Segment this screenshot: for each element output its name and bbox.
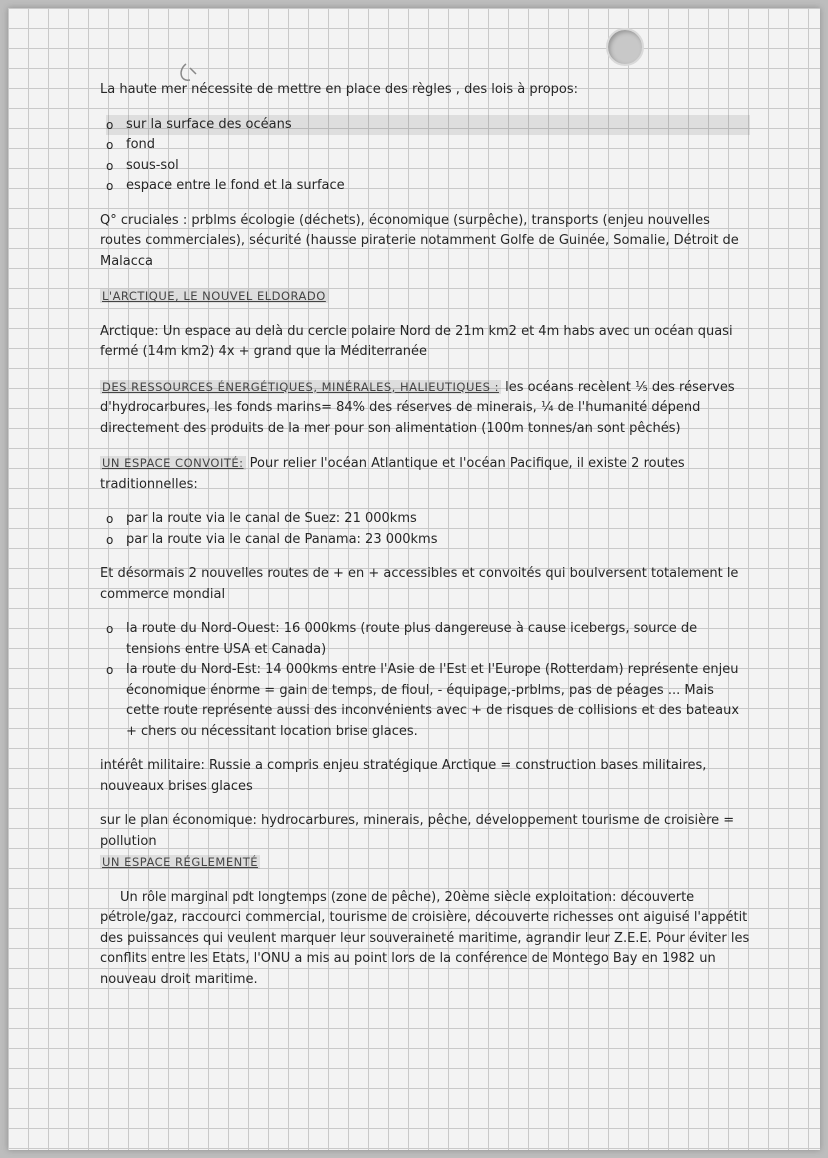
list-item: o la route du Nord-Est: 14 000kms entre l'Asie de l'Est et l'Europe (Rotterdam) représente enjeu économique énorme = gain de temps, de fioul, - équipage,-prblms, pas de péages ... Mais cette route représente aussi des inconvénients avec + de risques de collisions et des bateaux + chers ou nécessitant location brise glaces. — [106, 660, 750, 742]
list-item: o la route du Nord-Ouest: 16 000kms (route plus dangereuse à cause icebergs, source de tensions entre USA et Canada) — [106, 619, 750, 660]
convoite-heading: UN ESPACE CONVOITÉ: — [102, 456, 244, 470]
questions-text: Q° cruciales : prblms écologie (déchets), économique (surpêche), transports (enjeu nouvelles routes commerciales), sécurité (hausse piraterie notamment Golfe de Guinée, Somalie, Détroit de Malacca — [100, 212, 739, 269]
arctic-label: Arctique: — [100, 323, 159, 339]
new-routes-list — [100, 619, 750, 742]
list-item: o par la route via le canal de Suez: 21 000kms — [106, 509, 750, 530]
list-item: o espace entre le fond et la surface — [106, 176, 750, 197]
section-heading-arctique: L'ARCTIQUE, LE NOUVEL ELDORADO — [102, 289, 326, 303]
resources-paragraph — [100, 377, 750, 440]
list-item: o fond — [106, 135, 750, 156]
arctic-paragraph — [100, 322, 750, 363]
traditional-routes-list — [100, 509, 750, 550]
list-item: o sous-sol — [106, 156, 750, 177]
list-item: o sur la surface des océans — [106, 115, 750, 136]
convoite-paragraph — [100, 453, 750, 495]
arctic-text: Un espace au delà du cercle polaire Nord de 21m km2 et 4m habs avec un océan quasi fermé (14m km2) 4x + grand que la Méditerranée — [100, 323, 733, 359]
intro-bullets — [100, 115, 750, 197]
resources-text: les océans recèlent ⅕ des réserves d'hydrocarbures, les fonds marins= 84% des réserves de minerais, ¼ de l'humanité dépend directement des produits de la mer pour son alimentation (100m tonnes/an sont pêchés) — [100, 379, 735, 436]
notebook-page — [8, 8, 820, 1150]
new-routes-intro: Et désormais 2 nouvelles routes de + en + accessibles et convoités qui boulversent totalement le commerce mondial — [100, 566, 739, 602]
convoite-text: Pour relier l'océan Atlantique et l'océan Pacifique, il existe 2 routes traditionnelles: — [100, 456, 685, 492]
resources-heading: DES RESSOURCES ÉNERGÉTIQUES, MINÉRALES, HALIEUTIQUES : — [102, 379, 499, 394]
military-text: intérêt militaire: Russie a compris enjeu stratégique Arctique = construction bases militaires, nouveaux brises glaces — [100, 758, 707, 794]
punch-hole — [606, 28, 644, 66]
economic-text: sur le plan économique: hydrocarbures, minerais, pêche, développement tourisme de croisière = pollution — [100, 813, 735, 849]
list-item: o par la route via le canal de Panama: 23 000kms — [106, 530, 750, 551]
notes-content — [100, 80, 750, 990]
section-heading-reglemente: UN ESPACE RÉGLEMENTÉ — [102, 855, 258, 869]
intro-text: La haute mer nécessite de mettre en place des règles , des lois à propos: — [100, 82, 579, 97]
final-paragraph: Un rôle marginal pdt longtemps (zone de pêche), 20ème siècle exploitation: découverte pétrole/gaz, raccourci commercial, tourisme de croisière, découverte richesses ont aiguisé l'appétit des puissances qui veulent marquer leur souveraineté maritime, agrandir leur Z.E.E. Pour éviter les conflits entre les Etats, l'ONU a mis au point lors de la conférence de Montego Bay en 1982 un nouveau droit maritime. — [100, 889, 750, 987]
